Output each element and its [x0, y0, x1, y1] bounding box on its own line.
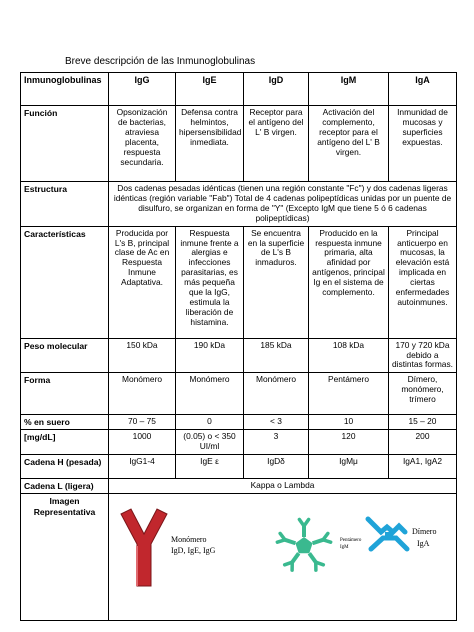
pentamer-label: Pentámero — [340, 538, 362, 544]
cell-ige-suero: 0 — [176, 415, 244, 430]
cell-igd-cadena-h: IgDδ — [244, 455, 309, 479]
row-label: Función — [21, 106, 109, 182]
row-label: Características — [21, 226, 109, 338]
cell-igd-suero: < 3 — [244, 415, 309, 430]
cell-igm-caracteristicas: Producido en la respuesta inmune primaria, alta afinidad por antígenos, principal Ig en el sistema de complemento. — [309, 226, 389, 338]
row-cadena-h — [21, 455, 457, 479]
cell-igd-funcion: Receptor para el antígeno del L' B virgen. — [244, 106, 309, 182]
cell-igg-cadena-h: IgG1-4 — [109, 455, 176, 479]
cell-ige-caracteristicas: Respuesta inmune frente a alergias e infecciones parasitarias, es más pequeña que la IgG, estimula la liberación de histamina. — [176, 226, 244, 338]
header-ige: IgE — [176, 73, 244, 106]
dimer-label: Dímero — [412, 527, 437, 537]
pentamer-sub-label: IgM — [340, 545, 349, 551]
cell-iga-caracteristicas: Principal anticuerpo en mucosas, la elevación está implicada en ciertas enfermedades autoinmunes. — [389, 226, 457, 338]
row-label: [mg/dL] — [21, 430, 109, 455]
row-cadena-l — [21, 479, 457, 494]
header-igm: IgM — [309, 73, 389, 106]
row-label: Cadena L (ligera) — [21, 479, 109, 494]
cell-iga-funcion: Inmunidad de mucosas y superficies expuestas. — [389, 106, 457, 182]
dimer-icon — [368, 519, 407, 549]
pentamer-arm — [309, 554, 323, 571]
row-suero — [21, 415, 457, 430]
cell-igm-peso: 108 kDa — [309, 338, 389, 373]
page-title: Breve descripción de las Inmunoglobulinas — [65, 56, 256, 67]
row-estructura — [21, 182, 457, 227]
cell-igd-caracteristicas: Se encuentra en la superficie de L's B inmaduros. — [244, 226, 309, 338]
cell-igg-caracteristicas: Producida por L's B, principal clase de Ac en Respuesta Inmune Adaptativa. — [109, 226, 176, 338]
row-label: Imagen Representativa — [21, 494, 109, 621]
monomer-sub-label: IgD, IgE, IgG — [171, 546, 216, 556]
pentamer-arm — [299, 520, 308, 538]
cell-igm-mgdl: 120 — [309, 430, 389, 455]
cell-ige-funcion: Defensa contra helmintos, hipersensibilidad inmediata. — [176, 106, 244, 182]
cell-iga-cadena-h: IgA1, IgA2 — [389, 455, 457, 479]
row-label: Peso molecular — [21, 338, 109, 373]
cell-ige-peso: 190 kDa — [176, 338, 244, 373]
cell-igm-cadena-h: IgMμ — [309, 455, 389, 479]
header-igg: IgG — [109, 73, 176, 106]
cell-iga-peso: 170 y 720 kDa debido a distintas formas. — [389, 338, 457, 373]
row-label: Cadena H (pesada) — [21, 455, 109, 479]
cell-igg-mgdl: 1000 — [109, 430, 176, 455]
cell-igm-funcion: Activación del complemento, receptor para el antígeno del L' B virgen. — [309, 106, 389, 182]
header-inmunoglobulinas: Inmunoglobulinas — [21, 73, 109, 106]
cell-igg-funcion: Opsonización de bacterias, atraviesa placenta, respuesta secundaria. — [109, 106, 176, 182]
representative-image — [109, 494, 457, 621]
row-imagen — [21, 494, 457, 621]
row-funcion — [21, 106, 457, 182]
cell-igg-forma: Monómero — [109, 373, 176, 415]
cell-iga-suero: 15 – 20 — [389, 415, 457, 430]
cell-ige-cadena-h: IgE ε — [176, 455, 244, 479]
cell-iga-mgdl: 200 — [389, 430, 457, 455]
cell-igd-peso: 185 kDa — [244, 338, 309, 373]
row-forma — [21, 373, 457, 415]
dimer-sub-label: IgA — [417, 539, 430, 549]
pentamer-icon — [277, 520, 330, 571]
header-igd: IgD — [244, 73, 309, 106]
pentamer-arm — [277, 534, 295, 544]
pentamer-core — [295, 537, 312, 553]
row-label: % en suero — [21, 415, 109, 430]
row-caracteristicas — [21, 226, 457, 338]
pentamer-arm — [285, 554, 299, 571]
cell-igm-suero: 10 — [309, 415, 389, 430]
monomer-icon — [121, 509, 167, 586]
header-iga: IgA — [389, 73, 457, 106]
antibody-diagram — [109, 494, 456, 618]
dimer-left-arm — [368, 519, 405, 532]
cell-igd-mgdl: 3 — [244, 430, 309, 455]
cell-ige-mgdl: (0.05) o < 350 UI/ml — [176, 430, 244, 455]
cell-igg-peso: 150 kDa — [109, 338, 176, 373]
pentamer-arm — [313, 534, 331, 544]
immunoglobulin-table — [20, 72, 457, 621]
cell-cadena-l: Kappa o Lambda — [109, 479, 457, 494]
row-peso-molecular — [21, 338, 457, 373]
cell-estructura: Dos cadenas pesadas idénticas (tienen una región constante "Fc") y dos cadenas ligeras idénticas (región variable "Fab") Total de 4 cadenas polipeptídicas unidas por un puente de disulfuro, se organizan en forma de "Y" (Excepto IgM que tiene 5 ó 6 cadenas polipeptídicas) — [109, 182, 457, 227]
cell-iga-forma: Dímero, monómero, trímero — [389, 373, 457, 415]
row-label: Forma — [21, 373, 109, 415]
cell-ige-forma: Monómero — [176, 373, 244, 415]
cell-igg-suero: 70 – 75 — [109, 415, 176, 430]
monomer-label: Monómero — [171, 535, 207, 545]
row-label: Estructura — [21, 182, 109, 227]
cell-igd-forma: Monómero — [244, 373, 309, 415]
row-mg-dl — [21, 430, 457, 455]
cell-igm-forma: Pentámero — [309, 373, 389, 415]
monomer-shape — [121, 509, 167, 586]
